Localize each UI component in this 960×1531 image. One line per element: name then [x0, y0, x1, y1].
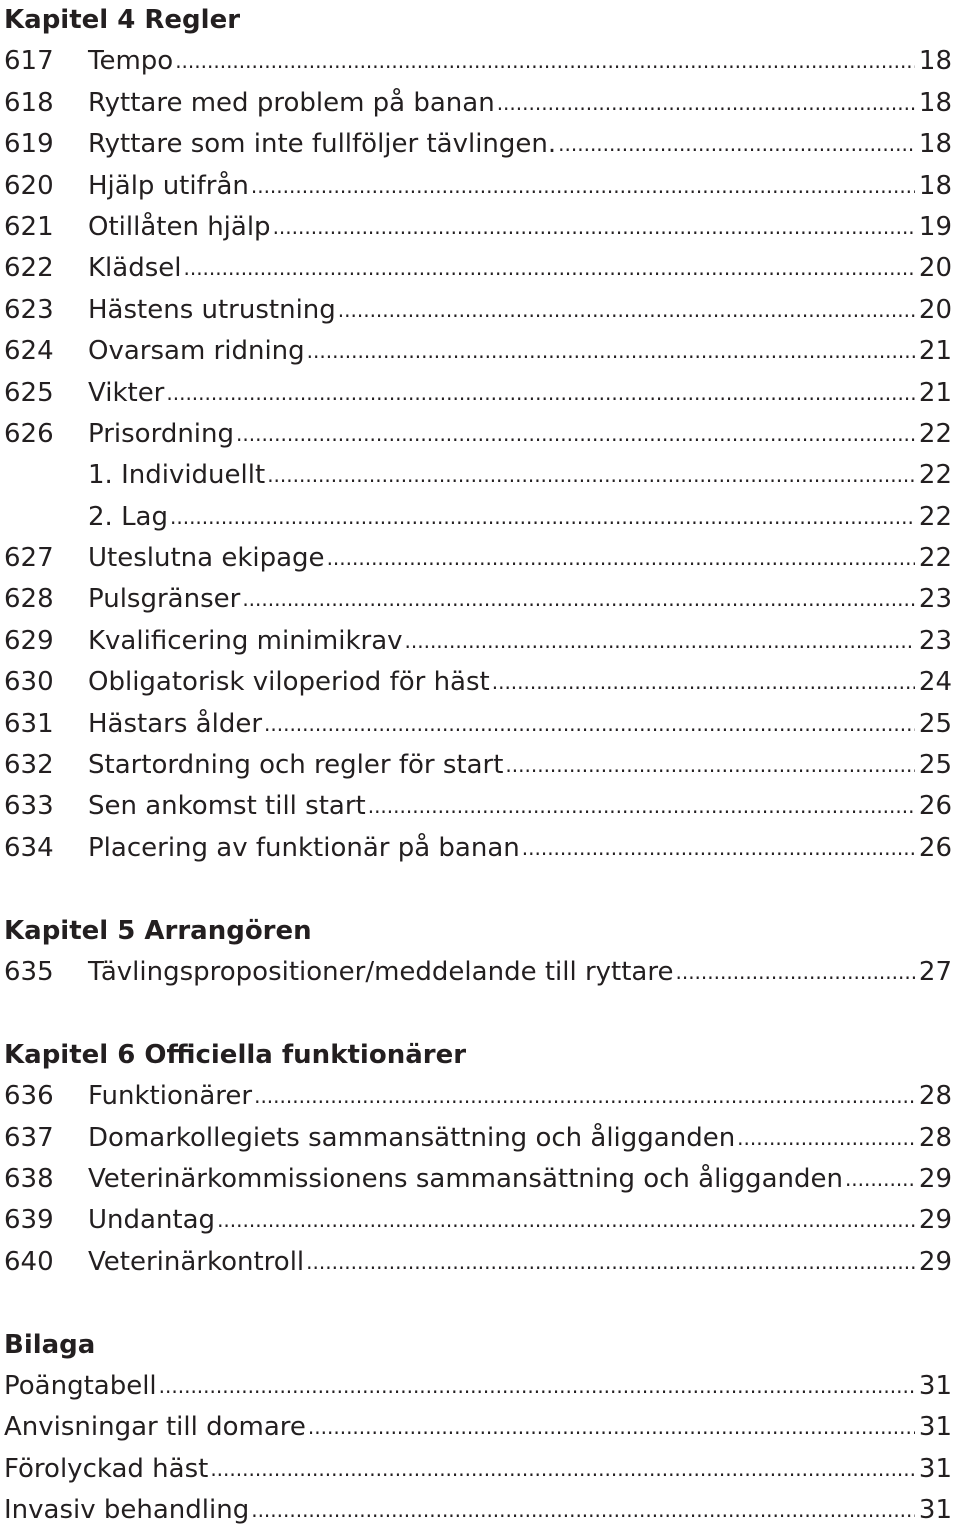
toc-entry[interactable]	[4, 373, 952, 414]
page-number: 26	[918, 832, 952, 863]
toc-entry[interactable]	[4, 745, 952, 786]
dot-leader	[306, 1242, 915, 1283]
entry-title: Prisordning	[88, 418, 235, 449]
entry-title: Poängtabell	[4, 1370, 157, 1401]
entry-title: Domarkollegiets sammansättning och åligganden	[88, 1122, 736, 1153]
entry-title: Startordning och regler för start	[88, 750, 504, 781]
page-number: 18	[918, 170, 952, 201]
rule-number: 640	[4, 1246, 54, 1277]
toc-entry[interactable]	[4, 331, 952, 372]
entry-title: Veterinärkontroll	[88, 1246, 305, 1277]
page-number: 18	[918, 46, 952, 77]
dot-leader	[505, 745, 914, 786]
page-number: 28	[918, 1122, 952, 1153]
toc-entry[interactable]	[4, 786, 952, 827]
toc-entry[interactable]	[4, 828, 952, 869]
rule-number: 627	[4, 543, 54, 574]
dot-leader	[242, 579, 915, 620]
page-number: 26	[918, 791, 952, 822]
page-number: 24	[918, 667, 952, 698]
rule-number: 634	[4, 832, 54, 863]
toc-entry[interactable]	[4, 579, 952, 620]
dot-leader	[264, 704, 915, 745]
section-gap	[4, 869, 952, 910]
toc-entry[interactable]	[4, 41, 952, 82]
dot-leader	[497, 83, 915, 124]
entry-title: Undantag	[88, 1205, 216, 1236]
dot-leader	[737, 1118, 915, 1159]
page-number: 20	[918, 294, 952, 325]
rule-number: 625	[4, 377, 54, 408]
dot-leader	[338, 290, 915, 331]
entry-title: Placering av funktionär på banan	[88, 832, 520, 863]
dot-leader	[405, 621, 915, 662]
dot-leader	[183, 248, 914, 289]
rule-number: 632	[4, 750, 54, 781]
entry-title: Funktionärer	[88, 1081, 253, 1112]
section-gap	[4, 1283, 952, 1324]
toc-entry[interactable]	[4, 952, 952, 993]
rule-number: 638	[4, 1163, 54, 1194]
section-heading: Bilaga	[4, 1329, 96, 1360]
toc-entry[interactable]	[4, 538, 952, 579]
entry-title: Pulsgränser	[88, 584, 241, 615]
entry-title: Otillåten hjälp	[88, 211, 271, 242]
entry-title: Ryttare som inte fullföljer tävlingen.	[88, 129, 557, 160]
rule-number: 633	[4, 791, 54, 822]
page-number: 27	[918, 956, 952, 987]
section-heading: Kapitel 6 Officiella funktionärer	[4, 1039, 467, 1070]
rule-number: 628	[4, 584, 54, 615]
dot-leader	[210, 1449, 915, 1490]
rule-number: 622	[4, 253, 54, 284]
toc-entry[interactable]	[4, 124, 952, 165]
rule-number: 619	[4, 129, 54, 160]
dot-leader	[675, 952, 914, 993]
entry-title: Tempo	[88, 46, 174, 77]
page-number: 23	[918, 625, 952, 656]
dot-leader	[307, 331, 915, 372]
rule-number: 617	[4, 46, 54, 77]
entry-title: 2. Lag	[88, 501, 168, 532]
dot-leader	[251, 1490, 915, 1531]
entry-title: Vikter	[88, 377, 165, 408]
entry-title: Förolyckad häst	[4, 1453, 209, 1484]
page-number: 22	[918, 501, 952, 532]
rule-number: 624	[4, 336, 54, 367]
dot-leader	[492, 662, 915, 703]
page-number: 25	[918, 750, 952, 781]
page-number: 29	[918, 1163, 952, 1194]
dot-leader	[175, 41, 915, 82]
page-number: 22	[918, 543, 952, 574]
entry-title: 1. Individuellt	[88, 460, 266, 491]
entry-title: Hjälp utifrån	[88, 170, 249, 201]
dot-leader	[236, 414, 915, 455]
dot-leader	[327, 538, 915, 579]
toc-entry[interactable]	[4, 662, 952, 703]
toc-entry[interactable]	[4, 1118, 952, 1159]
section-gap	[4, 993, 952, 1034]
toc-entry[interactable]	[4, 455, 952, 496]
toc-entry[interactable]	[4, 290, 952, 331]
entry-title: Klädsel	[88, 253, 182, 284]
dot-leader	[251, 166, 915, 207]
dot-leader	[273, 207, 915, 248]
entry-title: Ryttare med problem på banan	[88, 87, 495, 118]
page-number: 25	[918, 708, 952, 739]
entry-title: Veterinärkommissionens sammansättning och åligganden	[88, 1163, 843, 1194]
entry-title: Obligatorisk viloperiod för häst	[88, 667, 490, 698]
page-number: 21	[918, 377, 952, 408]
dot-leader	[522, 828, 915, 869]
entry-title: Ovarsam ridning	[88, 336, 305, 367]
section-heading: Kapitel 5 Arrangören	[4, 915, 312, 946]
dot-leader	[368, 786, 915, 827]
rule-number: 618	[4, 87, 54, 118]
dot-leader	[308, 1407, 915, 1448]
page-number: 31	[918, 1495, 952, 1526]
entry-title: Hästars ålder	[88, 708, 263, 739]
rule-number: 629	[4, 625, 54, 656]
page-number: 22	[918, 418, 952, 449]
toc-entry[interactable]	[4, 83, 952, 124]
page-number: 21	[918, 336, 952, 367]
toc-entry[interactable]	[4, 1076, 952, 1117]
rule-number: 637	[4, 1122, 54, 1153]
dot-leader	[558, 124, 915, 165]
rule-number: 623	[4, 294, 54, 325]
page-number: 28	[918, 1081, 952, 1112]
page-number: 31	[918, 1412, 952, 1443]
page-number: 31	[918, 1453, 952, 1484]
rule-number: 636	[4, 1081, 54, 1112]
page-number: 19	[918, 211, 952, 242]
page-number: 18	[918, 87, 952, 118]
toc-entry[interactable]	[4, 1407, 952, 1448]
entry-title: Hästens utrustning	[88, 294, 336, 325]
page-number: 18	[918, 129, 952, 160]
rule-number: 639	[4, 1205, 54, 1236]
entry-title: Kvalificering minimikrav	[88, 625, 403, 656]
toc-entry[interactable]	[4, 414, 952, 455]
rule-number: 620	[4, 170, 54, 201]
page-number: 31	[918, 1370, 952, 1401]
toc-entry[interactable]	[4, 207, 952, 248]
page-number: 29	[918, 1246, 952, 1277]
page-number: 22	[918, 460, 952, 491]
page-number: 29	[918, 1205, 952, 1236]
toc-entry[interactable]	[4, 166, 952, 207]
toc-entry[interactable]	[4, 1366, 952, 1407]
table-of-contents	[4, 0, 952, 1531]
rule-number: 635	[4, 956, 54, 987]
dot-leader	[845, 1159, 915, 1200]
toc-entry[interactable]	[4, 1159, 952, 1200]
entry-title: Tävlingspropositioner/meddelande till ryttare	[88, 956, 674, 987]
dot-leader	[254, 1076, 915, 1117]
dot-leader	[159, 1366, 915, 1407]
section-heading: Kapitel 4 Regler	[4, 5, 241, 35]
entry-title: Invasiv behandling	[4, 1495, 250, 1526]
entry-title: Sen ankomst till start	[88, 791, 366, 822]
toc-entry[interactable]	[4, 1242, 952, 1283]
toc-entry[interactable]	[4, 704, 952, 745]
page-number: 20	[918, 253, 952, 284]
entry-title: Uteslutna ekipage	[88, 543, 325, 574]
dot-leader	[217, 1200, 915, 1241]
rule-number: 626	[4, 418, 54, 449]
rule-number: 631	[4, 708, 54, 739]
page-number: 23	[918, 584, 952, 615]
dot-leader	[170, 497, 915, 538]
toc-entry[interactable]	[4, 1200, 952, 1241]
toc-entry[interactable]	[4, 1490, 952, 1531]
dot-leader	[267, 455, 915, 496]
entry-title: Anvisningar till domare	[4, 1412, 306, 1443]
toc-entry[interactable]	[4, 1449, 952, 1490]
dot-leader	[166, 373, 915, 414]
rule-number: 630	[4, 667, 54, 698]
toc-entry[interactable]	[4, 621, 952, 662]
rule-number: 621	[4, 211, 54, 242]
toc-entry[interactable]	[4, 248, 952, 289]
toc-entry[interactable]	[4, 497, 952, 538]
